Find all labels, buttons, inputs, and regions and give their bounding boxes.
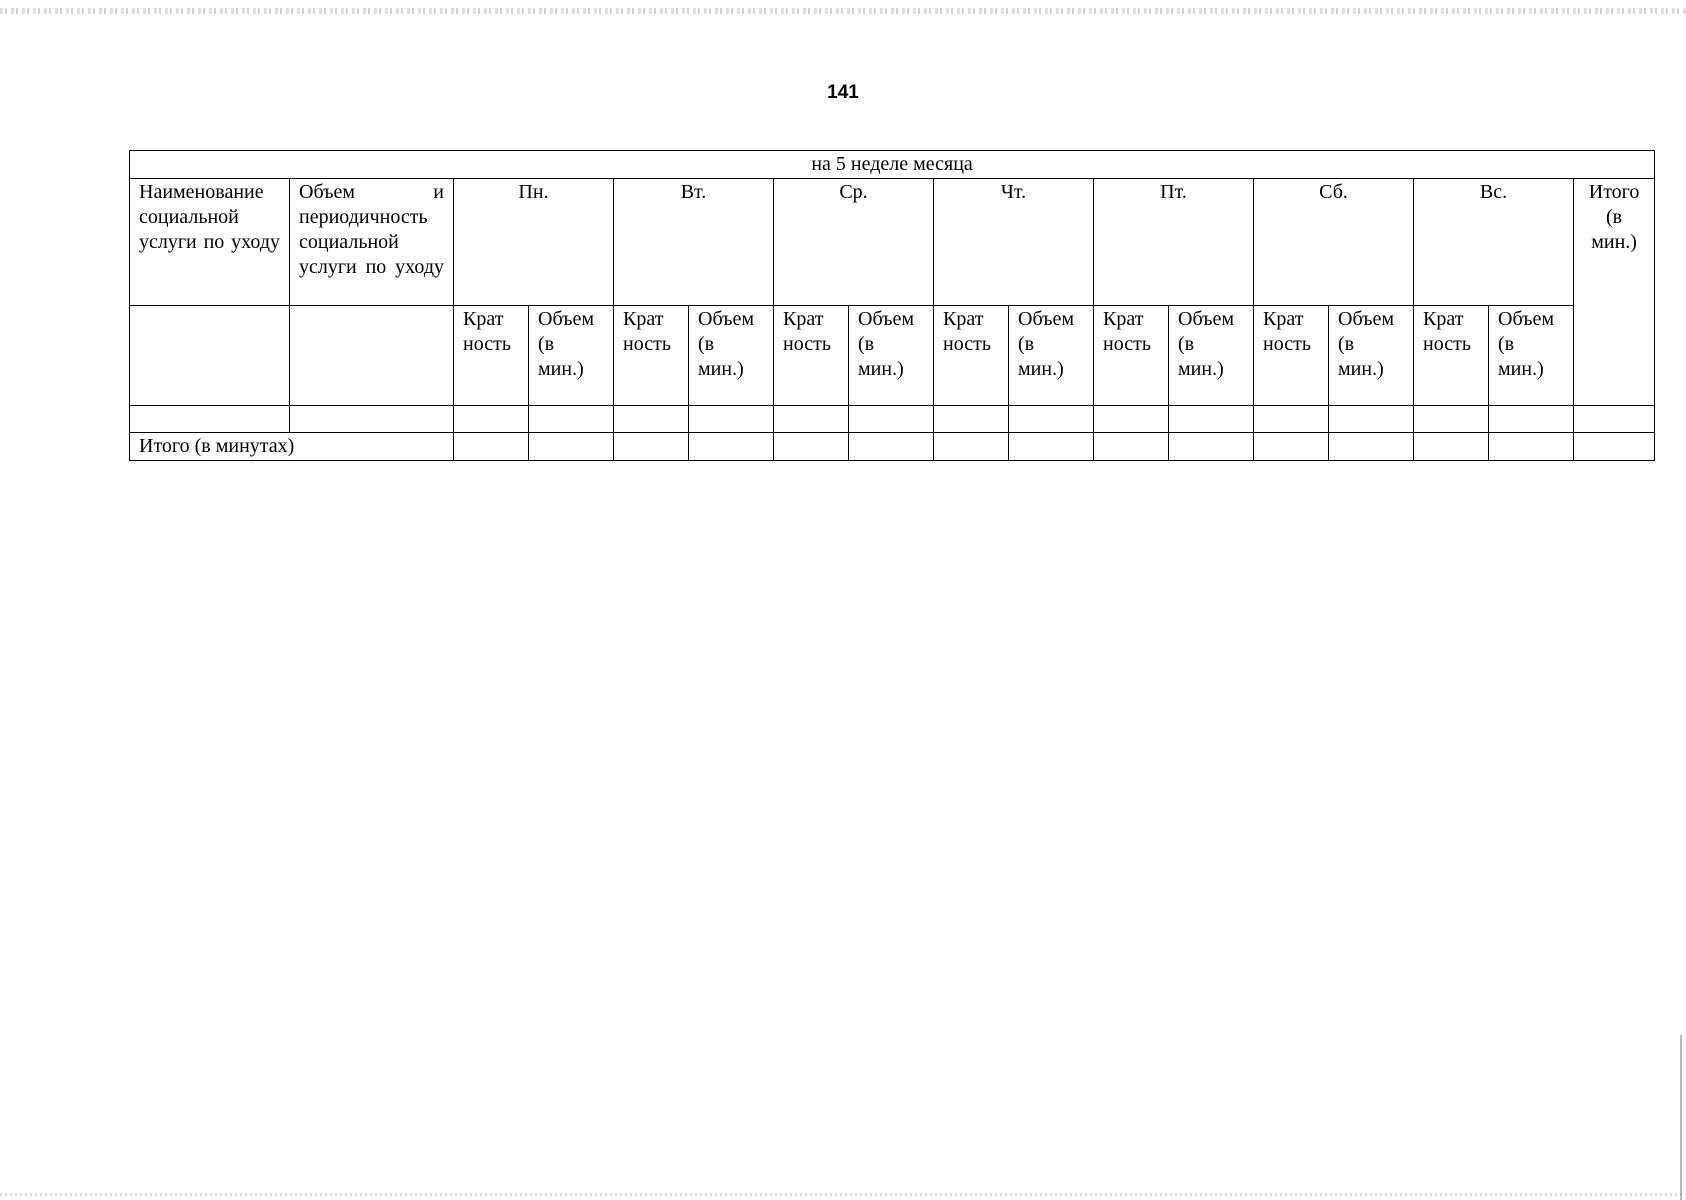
week-title-row: [130, 151, 1655, 179]
header-day-sunday: Вс.: [1414, 179, 1574, 306]
table-cell: [1094, 406, 1169, 433]
table-cell: [1574, 406, 1655, 433]
scan-edge-bottom: [0, 1193, 1686, 1196]
header-total-minutes: Итого (в мин.): [1574, 179, 1655, 406]
subheader-frequency: Крат ность: [454, 306, 529, 406]
total-row-label: Итого (в минутах): [130, 433, 454, 461]
subheader-frequency: Крат ность: [1254, 306, 1329, 406]
subheader-frequency: Крат ность: [934, 306, 1009, 406]
header-day-wednesday: Ср.: [774, 179, 934, 306]
header-day-monday: Пн.: [454, 179, 614, 306]
header-day-tuesday: Вт.: [614, 179, 774, 306]
subheader-volume: Объем (в мин.): [1009, 306, 1094, 406]
subheader-frequency: Крат ность: [1414, 306, 1489, 406]
table-cell: [1414, 433, 1489, 461]
table-cell: [774, 406, 849, 433]
table-cell: [934, 433, 1009, 461]
subheader-empty-cell: [290, 306, 454, 406]
table-cell: [934, 406, 1009, 433]
subheader-volume: Объем (в мин.): [689, 306, 774, 406]
subheader-frequency: Крат ность: [774, 306, 849, 406]
header-day-friday: Пт.: [1094, 179, 1254, 306]
header-volume-periodicity: Объем и периодичность социальной услуги по уходу: [290, 179, 454, 306]
table-cell: [614, 433, 689, 461]
table-cell: [849, 406, 934, 433]
table-cell: [614, 406, 689, 433]
weekly-care-schedule-table: [129, 150, 1655, 461]
table-cell: [1574, 433, 1655, 461]
table-cell: [1009, 406, 1094, 433]
header-day-saturday: Сб.: [1254, 179, 1414, 306]
table-cell: [1489, 406, 1574, 433]
week-title: на 5 неделе месяца: [130, 151, 1655, 179]
subheader-volume: Объем (в мин.): [1169, 306, 1254, 406]
table-cell: [130, 406, 290, 433]
header-day-thursday: Чт.: [934, 179, 1094, 306]
table-cell: [1009, 433, 1094, 461]
table-cell: [454, 406, 529, 433]
table-cell: [1094, 433, 1169, 461]
subheader-volume: Объем (в мин.): [529, 306, 614, 406]
table-cell: [529, 433, 614, 461]
table-cell: [774, 433, 849, 461]
table-row: [130, 406, 1655, 433]
table-cell: [1489, 433, 1574, 461]
scan-edge-top: [0, 8, 1686, 14]
subheader-empty-cell: [130, 306, 290, 406]
column-header-row: [130, 179, 1655, 306]
table-cell: [454, 433, 529, 461]
table-cell: [849, 433, 934, 461]
table-cell: [1169, 433, 1254, 461]
table-cell: [1169, 406, 1254, 433]
header-service-name: Наименование социальной услуги по уходу: [130, 179, 290, 306]
table-cell: [1254, 406, 1329, 433]
subheader-volume: Объем (в мин.): [1329, 306, 1414, 406]
subheader-frequency: Крат ность: [614, 306, 689, 406]
page-number: 141: [827, 82, 859, 103]
total-row: [130, 433, 1655, 461]
table-cell: [290, 406, 454, 433]
table-cell: [1329, 433, 1414, 461]
table-cell: [1414, 406, 1489, 433]
scan-edge-right: [1680, 1035, 1682, 1200]
table-cell: [1329, 406, 1414, 433]
table-cell: [689, 406, 774, 433]
subheader-volume: Объем (в мин.): [1489, 306, 1574, 406]
table-cell: [1254, 433, 1329, 461]
subheader-volume: Объем (в мин.): [849, 306, 934, 406]
table-cell: [529, 406, 614, 433]
subheader-frequency: Крат ность: [1094, 306, 1169, 406]
subheader-row: [130, 306, 1655, 406]
table-cell: [689, 433, 774, 461]
